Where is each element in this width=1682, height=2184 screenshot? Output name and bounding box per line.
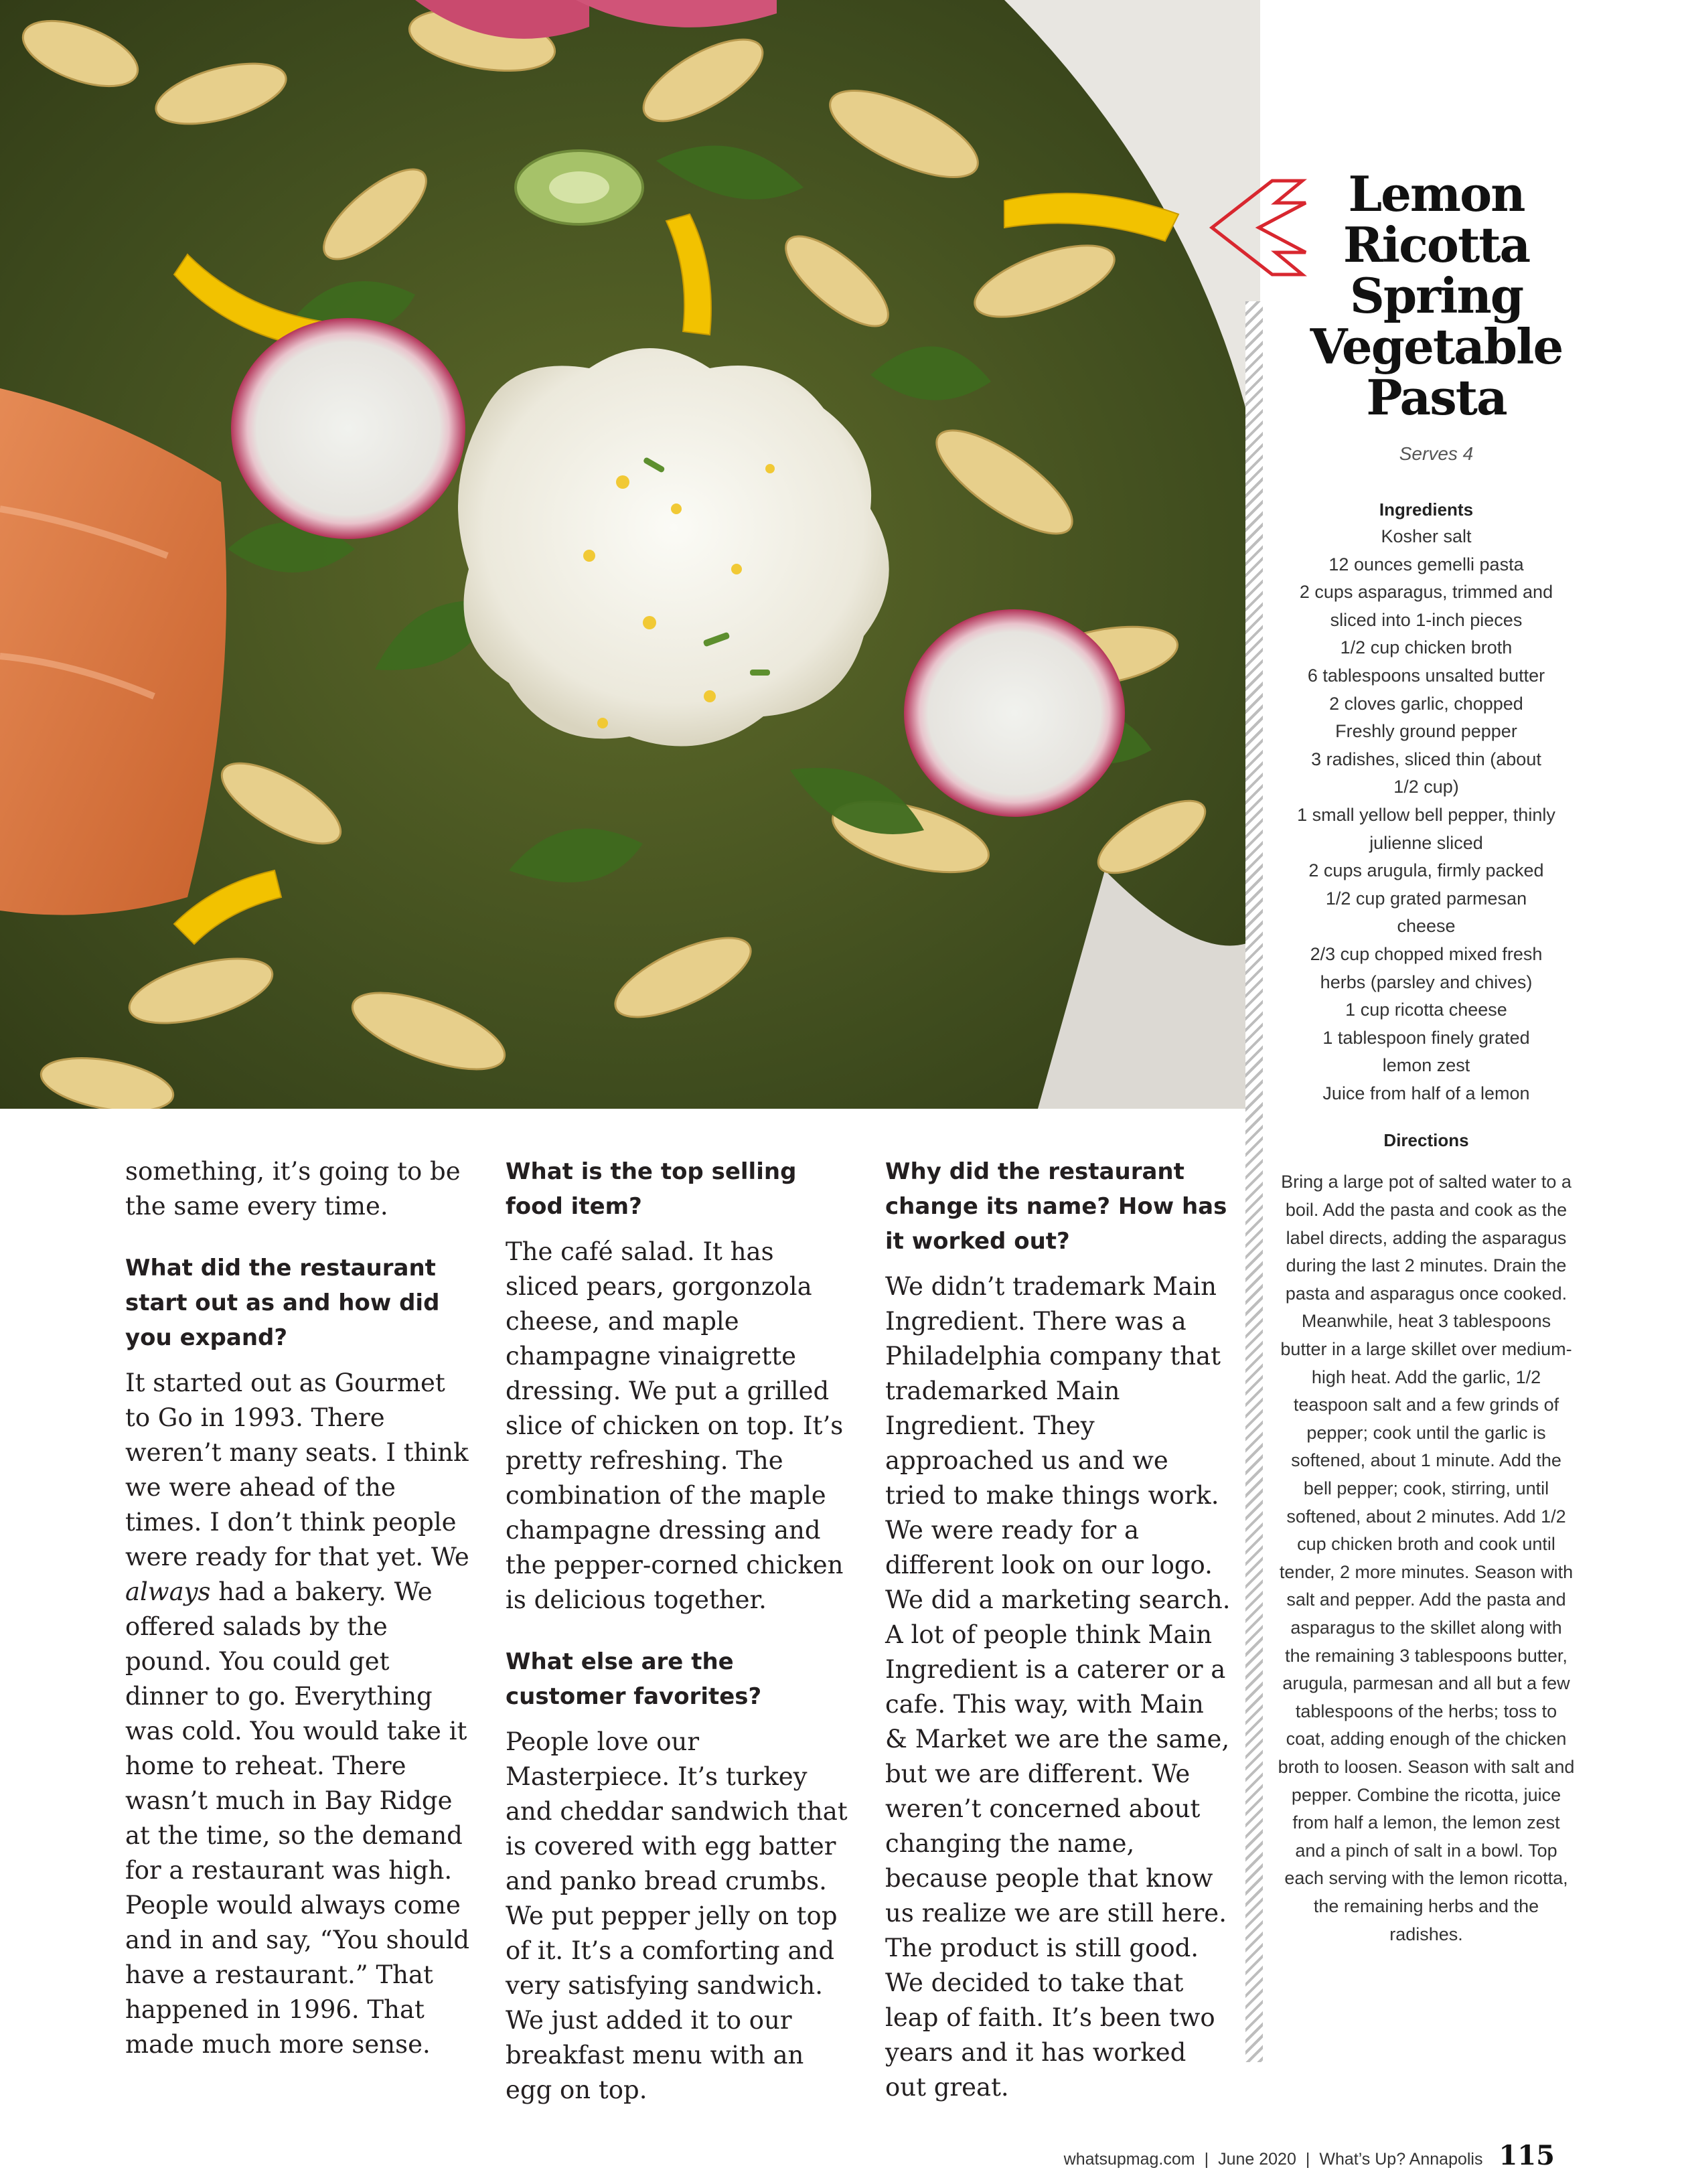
answer-text: had a bakery. We offered salads by the pound. You could get dinner to go. Everything was cold. You would take it home to reheat. There wasn’t much in Bay Ridge at the time, so the demand for a restaurant was high. People would always come and in and say, “You should have a restaurant.” That happened in 1996. That made much more sense. xyxy=(125,1577,470,2059)
page-footer xyxy=(1064,2140,1555,2171)
ingredient-line: 2/3 cup chopped mixed fresh xyxy=(1310,943,1543,964)
ingredient-line: cheese xyxy=(1397,916,1456,937)
pasta-dish-photo xyxy=(0,0,1260,1109)
recipe-sidebar xyxy=(1272,165,1580,1948)
footer-publication: What’s Up? Annapolis xyxy=(1319,2150,1483,2169)
ingredient-line: 1 cup ricotta cheese xyxy=(1345,1000,1507,1020)
recipe-title-line: Spring xyxy=(1349,267,1523,324)
recipe-title-line: Ricotta xyxy=(1343,216,1530,273)
answer-paragraph xyxy=(125,1366,473,2062)
ingredient-line: herbs (parsley and chives) xyxy=(1320,971,1533,992)
ingredient-line: 3 radishes, sliced thin (about xyxy=(1311,749,1541,769)
page-number: 115 xyxy=(1499,2140,1555,2171)
recipe-title xyxy=(1272,165,1580,426)
question-heading: Why did the restaurant change its name? How has it worked out? xyxy=(885,1158,1227,1255)
answer-paragraph: The café salad. It has sliced pears, gorgonzola cheese, and maple champagne vinaigrette dressing. We put a grilled slice of chicken on top. It’s pretty refreshing. The combination of the maple champagne dressing and the pepper-corned chicken is delicious together. xyxy=(506,1237,844,1614)
recipe-serves: Serves 4 xyxy=(1399,443,1474,464)
article-column-1 xyxy=(125,1154,473,2062)
ingredient-line: 1/2 cup chicken broth xyxy=(1340,637,1513,658)
question-heading: What is the top selling food item? xyxy=(506,1158,797,1220)
paragraph: something, it’s going to be the same every time. xyxy=(125,1157,461,1221)
ingredients-list xyxy=(1272,523,1580,1107)
footer-site-link[interactable]: whatsupmag.com xyxy=(1063,2150,1195,2169)
ingredient-line: Juice from half of a lemon xyxy=(1322,1083,1530,1103)
ingredient-line: 12 ounces gemelli pasta xyxy=(1328,554,1524,574)
answer-paragraph: People love our Masterpiece. It’s turkey and cheddar sandwich that is covered with egg batter and panko bread crumbs. We put pepper jelly on top of it. It’s a comforting and very satisfying sandwich. We just added it to our breakfast menu with an egg on top. xyxy=(506,1727,848,2104)
footer-date: June 2020 xyxy=(1218,2150,1296,2169)
ingredient-line: sliced into 1-inch pieces xyxy=(1330,609,1523,630)
emphasis-text: always xyxy=(125,1577,211,1606)
ingredient-line: 2 cloves garlic, chopped xyxy=(1329,693,1523,714)
recipe-title-line: Vegetable xyxy=(1310,318,1563,375)
ingredient-line: 2 cups arugula, firmly packed xyxy=(1308,860,1544,881)
ingredient-line: Kosher salt xyxy=(1381,526,1472,546)
ingredient-line: lemon zest xyxy=(1382,1055,1470,1076)
footer-separator: | xyxy=(1204,2150,1209,2169)
ingredient-line: 1/2 cup grated parmesan xyxy=(1325,888,1527,909)
article-column-3 xyxy=(885,1154,1233,2105)
answer-paragraph: We didn’t trademark Main Ingredient. There was a Philadelphia company that trademarked Main Ingredient. They approached us and we tried to make things work. We were ready for a different look on our logo. We did a marketing search. A lot of people think Main Ingredient is a caterer or a cafe. This way, with Main & Market we are the same, but we are different. We weren’t concerned about changing the name, because people that know us realize we are still here. The product is still good. We decided to take that leap of faith. It’s been two years and it has worked out great. xyxy=(885,1272,1231,2102)
recipe-title-line: Lemon xyxy=(1348,165,1525,222)
directions-heading: Directions xyxy=(1383,1130,1469,1151)
directions-text: Bring a large pot of salted water to a boil. Add the pasta and cook as the label directs, adding the asparagus during the last 2 minutes. Drain the pasta and asparagus once cooked. Meanwhile, heat 3 tablespoons butter in a large skillet over medium-high heat. Add the garlic, 1/2 teaspoon salt and a few grinds of pepper; cook until the garlic is softened, about 1 minute. Add the bell pepper; cook, stirring, until softened, about 2 minutes. Add 1/2 cup chicken broth and cook until tender, 2 more minutes. Season with salt and pepper. Add the pasta and asparagus to the skillet along with the remaining 3 tablespoons butter, arugula, parmesan and all but a few tablespoons of the herbs; toss to coat, adding enough of the chicken broth to loosen. Season with salt and pepper. Combine the ricotta, juice from half a lemon, the lemon zest and a pinch of salt in a bowl. Top each serving with the lemon ricotta, the remaining herbs and the radishes. xyxy=(1278,1172,1575,1944)
ingredient-line: Freshly ground pepper xyxy=(1335,721,1517,742)
ingredient-line: 2 cups asparagus, trimmed and xyxy=(1299,582,1553,603)
answer-text: It started out as Gourmet to Go in 1993. There weren’t many seats. I think we were ahead of the times. I don’t think people were ready for that yet. We xyxy=(125,1369,469,1571)
footer-separator: | xyxy=(1305,2150,1310,2169)
ingredients-heading: Ingredients xyxy=(1379,499,1474,520)
ingredient-line: 1 tablespoon finely grated xyxy=(1322,1027,1530,1048)
sidebar-hatch-divider xyxy=(1245,301,1263,2062)
article-column-2 xyxy=(506,1154,854,2108)
ingredient-line: 6 tablespoons unsalted butter xyxy=(1307,665,1545,686)
question-heading: What else are the customer favorites? xyxy=(506,1648,762,1710)
ingredient-line: 1 small yellow bell pepper, thinly xyxy=(1297,804,1555,825)
ingredient-line: julienne sliced xyxy=(1369,832,1483,853)
recipe-title-line: Pasta xyxy=(1366,369,1507,426)
ingredient-line: 1/2 cup) xyxy=(1393,777,1459,797)
question-heading: What did the restaurant start out as and how did you expand? xyxy=(125,1255,440,1351)
